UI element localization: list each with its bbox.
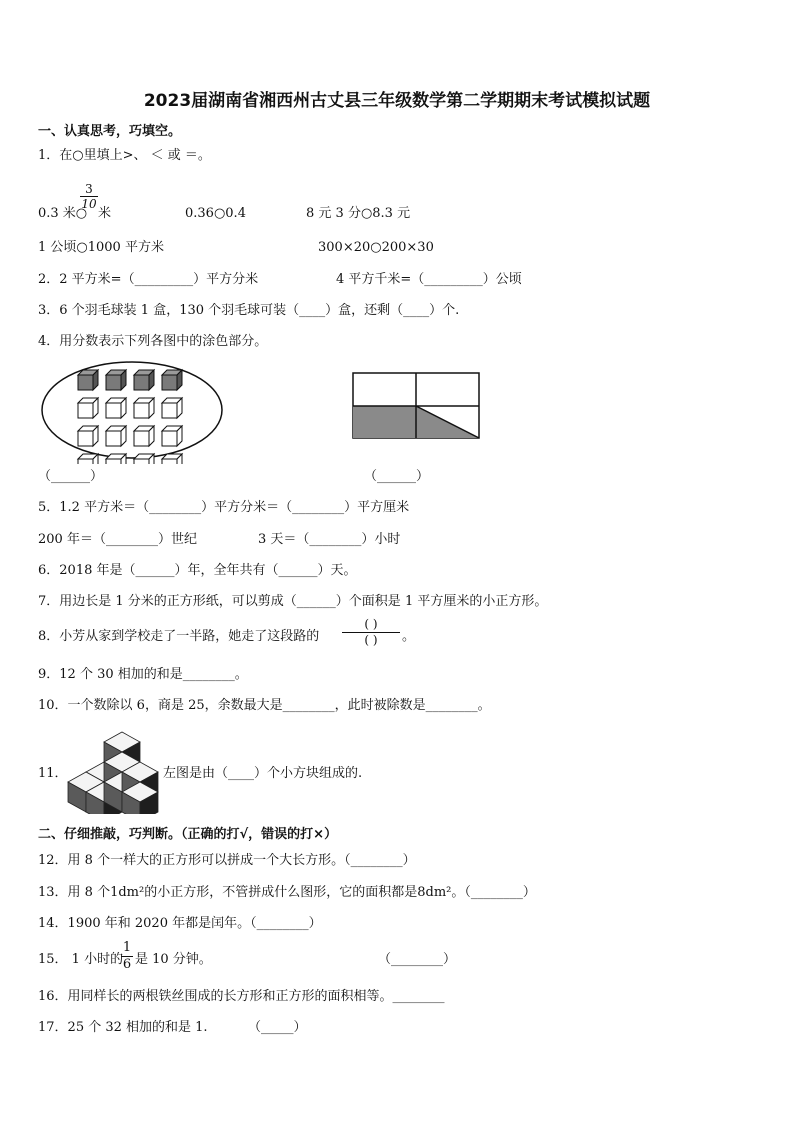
question-1-fraction — [80, 182, 98, 211]
question-15-blank[interactable]: （________） — [378, 952, 457, 967]
question-15-a: 15． 1 小时的 — [38, 952, 124, 967]
unshaded-cube — [106, 454, 126, 464]
unshaded-cube — [162, 454, 182, 464]
shaded-cube — [162, 370, 182, 390]
section-2-heading: 二、仔细推敲，巧判断。（正确的打√，错误的打×） — [38, 827, 338, 842]
unshaded-cube — [106, 398, 126, 418]
question-13-b: 的小正方形，不管拼成什么图形，它的面积都是 — [144, 885, 418, 900]
question-6: 6．2018 年是（______）年，全年共有（______）天。 — [38, 563, 357, 578]
question-17-text: 17．25 个 32 相加的和是 1. — [38, 1020, 208, 1035]
question-1-a-left: 0.3 米○ — [38, 206, 88, 221]
question-13 — [38, 885, 536, 901]
question-15-b: 是 10 分钟。 — [135, 952, 212, 967]
question-1-stem: 1．在○里填上>、 ＜ 或 ＝。 — [38, 148, 211, 163]
question-5-c: 3 天＝（________）小时 — [258, 532, 401, 547]
question-1-a-right: 米 — [98, 206, 112, 221]
rectangle-grid-figure — [352, 372, 482, 440]
fraction-denominator: 10 — [81, 197, 97, 211]
question-8-end: 。 — [402, 629, 416, 644]
unshaded-cube — [134, 454, 154, 464]
question-4-stem: 4．用分数表示下列各图中的涂色部分。 — [38, 334, 268, 349]
cube-ellipse-figure — [40, 358, 226, 464]
fraction-numerator: 1 — [122, 940, 132, 955]
question-2-a: 2．2 平方米=（_________）平方分米 — [38, 272, 259, 287]
question-2-b: 4 平方千米=（_________）公顷 — [336, 272, 522, 287]
fraction-numerator[interactable]: ( ) — [364, 617, 378, 631]
unshaded-cube — [78, 398, 98, 418]
question-1-d: 1 公顷○1000 平方米 — [38, 240, 164, 255]
question-13-unit1: 1dm² — [110, 885, 145, 900]
question-11-number: 11． — [38, 766, 68, 781]
unshaded-cube — [78, 454, 98, 464]
shaded-cube — [106, 370, 126, 390]
question-8-fraction — [342, 617, 400, 648]
section-1-heading: 一、认真思考，巧填空。 — [38, 124, 182, 139]
question-8-text: 8．小芳从家到学校走了一半路，她走了这段路的 — [38, 629, 320, 644]
question-4-blank-left[interactable]: （______） — [38, 469, 104, 484]
unshaded-cube — [162, 398, 182, 418]
question-13-a: 13．用 8 个 — [38, 885, 111, 900]
question-16: 16．用同样长的两根铁丝围成的长方形和正方形的面积相等。________ — [38, 989, 445, 1004]
question-13-c: 。（________） — [451, 885, 536, 900]
question-1-b: 0.36○0.4 — [185, 206, 246, 221]
question-5-b: 200 年＝（________）世纪 — [38, 532, 197, 547]
question-10: 10．一个数除以 6，商是 25，余数最大是________，此时被除数是________。 — [38, 698, 491, 713]
fraction-denominator[interactable]: ( ) — [364, 633, 378, 647]
question-1-e: 300×20○200×30 — [318, 240, 434, 255]
question-11-text: 左图是由（____）个小方块组成的. — [163, 766, 363, 781]
shaded-rectangle — [353, 406, 416, 438]
question-5-a: 5．1.2 平方米＝（________）平方分米＝（________）平方厘米 — [38, 500, 410, 515]
shaded-cube — [134, 370, 154, 390]
unshaded-cube — [134, 398, 154, 418]
question-3: 3．6 个羽毛球装 1 盒，130 个羽毛球可装（____）盒，还剩（____）个. — [38, 303, 460, 318]
question-13-unit2: 8dm² — [417, 885, 452, 900]
ellipse-outline — [42, 362, 222, 458]
unshaded-cube — [134, 426, 154, 446]
question-4-blank-right[interactable]: （______） — [364, 469, 430, 484]
shaded-cube — [78, 370, 98, 390]
question-17-blank[interactable]: （_____） — [248, 1020, 307, 1035]
unshaded-cube — [106, 426, 126, 446]
question-9: 9．12 个 30 相加的和是________。 — [38, 667, 248, 682]
question-12: 12．用 8 个一样大的正方形可以拼成一个大长方形。（________） — [38, 853, 416, 868]
unshaded-cube — [162, 426, 182, 446]
cube-stack-figure — [66, 728, 160, 814]
question-7: 7．用边长是 1 分米的正方形纸，可以剪成（______）个面积是 1 平方厘米的小正方形。 — [38, 594, 548, 609]
unshaded-cube — [78, 426, 98, 446]
question-14: 14．1900 年和 2020 年都是闰年。（________） — [38, 916, 322, 931]
question-1-c: 8 元 3 分○8.3 元 — [306, 206, 411, 221]
page-title: 2023届湖南省湘西州古丈县三年级数学第二学期期末考试模拟试题 — [143, 91, 651, 111]
fraction-numerator: 3 — [85, 182, 93, 196]
fraction-denominator: 6 — [122, 957, 132, 972]
question-15-fraction — [121, 940, 133, 973]
